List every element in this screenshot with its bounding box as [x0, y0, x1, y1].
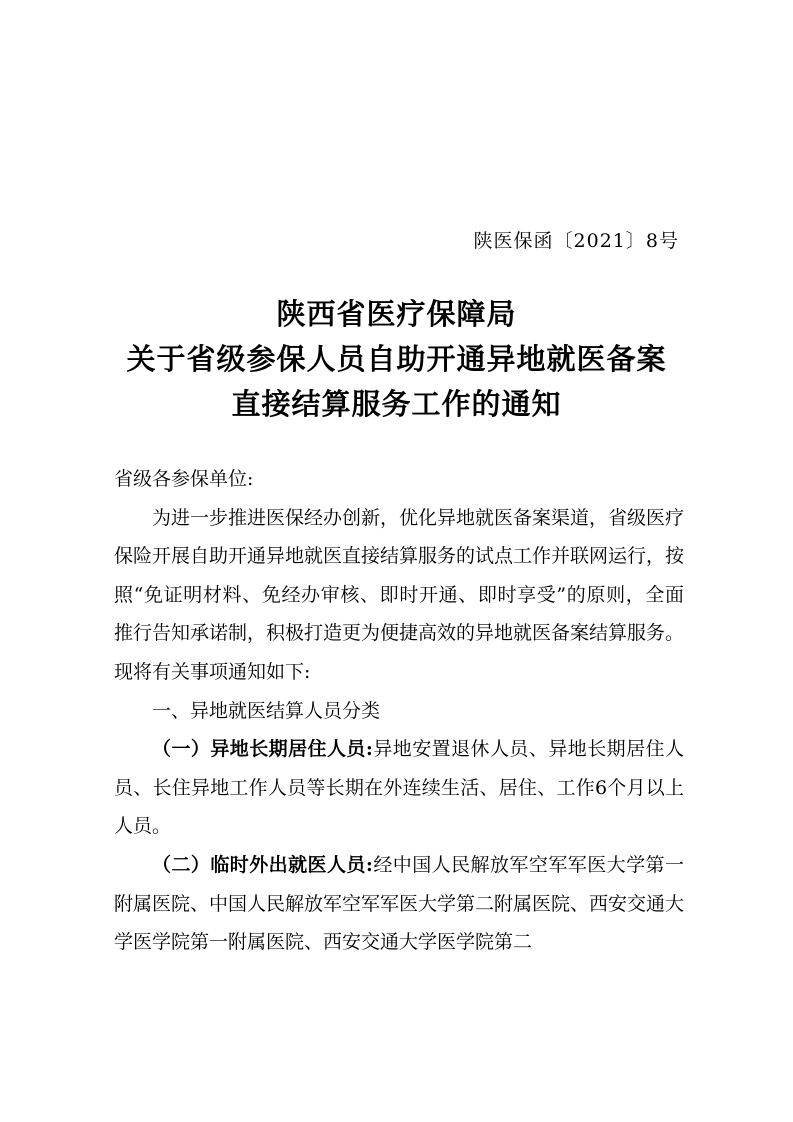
item-2-paragraph: [114, 846, 684, 962]
document-number: 陕医保函〔2021〕8号: [473, 230, 679, 252]
document-body: [114, 460, 684, 962]
title-line-1: 陕西省医疗保障局: [276, 297, 517, 331]
item-1-label: （一）异地长期居住人员:: [152, 738, 373, 761]
title-line-2: 关于省级参保人员自助开通异地就医备案: [126, 342, 667, 376]
item-2-text: 经中国人民解放军空军军医大学第一附属医院、中国人民解放军空军军医大学第二附属医院、西安交通大学医学院第一附属医院、西安交通大学医学院第二: [114, 853, 685, 954]
salutation: 省级各参保单位:: [114, 468, 254, 490]
item-1-text: 异地安置退休人员、异地长期居住人员、长住异地工作人员等长期在外连续生活、居住、工作6个月以上人员。: [114, 738, 684, 838]
item-2-label: （二）临时外出就医人员:: [152, 853, 373, 876]
title-line-3: 直接结算服务工作的通知: [231, 387, 562, 421]
intro-paragraph: 为进一步推进医保经办创新，优化异地就医备案渠道，省级医疗保险开展自助开通异地就医直接结算服务的试点工作并联网运行，按照“免证明材料、免经办审核、即时开通、即时享受”的原则，全面推行告知承诺制，积极打造更为便捷高效的异地就医备案结算服务。现将有关事项通知如下:: [114, 506, 685, 683]
section-1-heading: 一、异地就医结算人员分类: [152, 699, 381, 722]
item-1-paragraph: [114, 730, 684, 846]
